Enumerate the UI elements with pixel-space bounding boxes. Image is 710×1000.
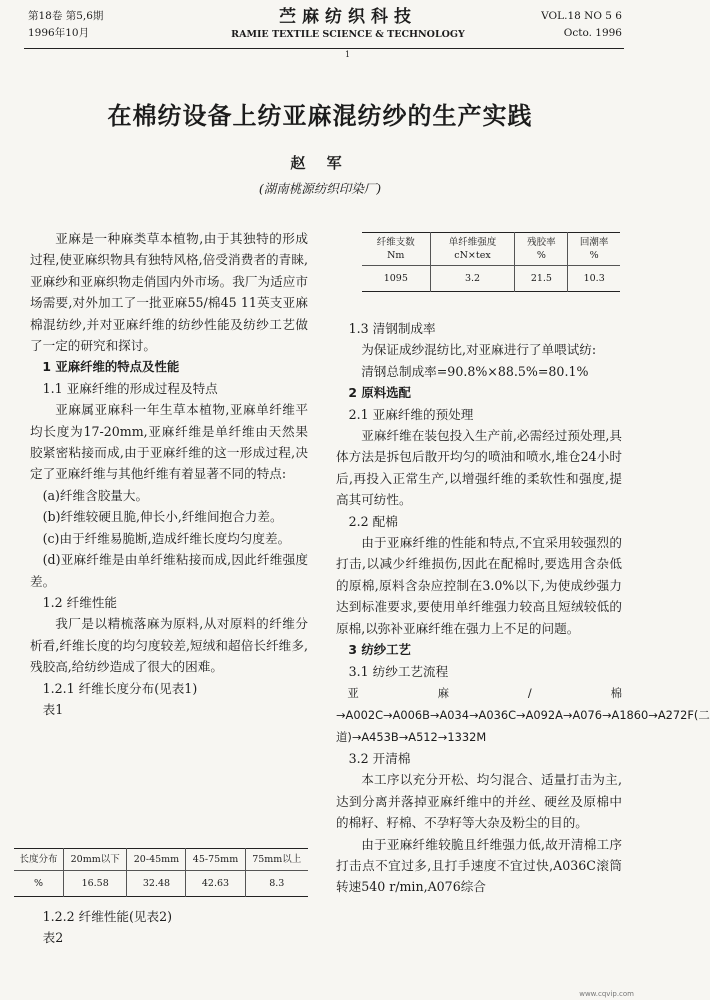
volume-issue-en: VOL.18 NO 5 6 xyxy=(541,10,622,22)
table-caption: 表1 xyxy=(42,701,64,717)
right-column xyxy=(336,318,710,898)
table-header-cell xyxy=(430,233,515,266)
fiber-properties-table xyxy=(362,232,620,292)
table-cell: 21.5 xyxy=(515,266,568,292)
fiber-length-table xyxy=(14,848,308,897)
list-item: (c)由于纤维易脆断,造成纤维长度均匀度差。 xyxy=(42,530,291,546)
subsection-heading: 1.3 清钢制成率 xyxy=(348,321,436,336)
table-header-cell xyxy=(362,233,430,266)
list-item: (d)亚麻纤维是由单纤维粘接而成,因此纤维强度差。 xyxy=(30,552,308,589)
list-item: (b)纤维较硬且脆,伸长小,纤维间抱合力差。 xyxy=(42,509,283,525)
running-header xyxy=(28,6,622,46)
header-rule xyxy=(24,48,624,49)
subsection-heading: 1.2 纤维性能 xyxy=(42,594,118,610)
journal-title-en: RAMIE TEXTILE SCIENCE & TECHNOLOGY xyxy=(231,29,465,40)
paragraph: 本工序以充分开松、均匀混合、适量打击为主,达到分离并落掉亚麻纤维中的并丝、硬丝及原棉中的棉籽、籽棉、不孕籽等大杂及粉尘的目的。 xyxy=(336,772,622,831)
header-label: 残胶率 xyxy=(527,237,556,248)
table-caption: 表2 xyxy=(42,930,64,946)
table-cell: 42.63 xyxy=(186,871,245,897)
subsubsection-heading: 1.2.2 纤维性能(见表2) xyxy=(42,909,173,924)
issue-info xyxy=(28,8,103,42)
table-header-cell xyxy=(568,233,620,266)
table-header-cell: 长度分布 xyxy=(14,849,63,871)
issue-date: 1996年10月 xyxy=(28,27,90,39)
paragraph: 为保证成纱混纺比,对亚麻进行了单喂试纺: xyxy=(361,342,597,358)
table-header-cell: 20-45mm xyxy=(127,849,186,871)
formula: 清钢总制成率=90.8%×88.5%=80.1% xyxy=(361,363,589,379)
author-affiliation: (湖南桃源纺织印染厂) xyxy=(258,181,382,196)
table-header-cell: 75mm以上 xyxy=(245,849,308,871)
paragraph: 由于亚麻纤维的性能和特点,不宜采用较强烈的打击,以减少纤维损伤,因此在配棉时,要选用含杂低的原棉,原料含杂应控制在3.0%以下,为使成纱强力达到标准要求,要使用单纤维强力较高且短绒较低的原棉,以弥补亚麻纤维在强力上不足的问题。 xyxy=(336,535,622,636)
header-unit: % xyxy=(536,250,546,261)
paragraph: 由于亚麻纤维较脆且纤维强力低,故开清棉工序打击点不宜过多,且打手速度不宜过快,A036C滚筒转速540 r/min,A076综合 xyxy=(336,836,622,895)
header-label: 单纤维强度 xyxy=(448,237,497,248)
paragraph: 亚麻纤维在装包投入生产前,必需经过预处理,具体方法是拆包后散开均匀的喷油和喷水,堆仓24小时后,再投入正常生产,以增强纤维的柔软性和强度,提高其可纺性。 xyxy=(336,428,622,508)
table-cell: 3.2 xyxy=(430,266,515,292)
paragraph: 我厂是以精梳落麻为原料,从对原料的纤维分析看,纤维长度的均匀度较差,短绒和超倍长纤维多,残胶高,给纺纱造成了很大的困难。 xyxy=(30,616,308,675)
section-heading: 3 纺纱工艺 xyxy=(348,642,411,658)
header-unit: % xyxy=(589,250,599,261)
paragraph: 亚麻属亚麻科一年生草本植物,亚麻单纤维平均长度为17-20mm,亚麻纤维是单纤维由天然果胶紧密粘接而成,由于亚麻纤维的这一形成过程,决定了亚麻纤维与其他纤维有着显著不同的特点: xyxy=(30,402,308,482)
header-label: 回潮率 xyxy=(579,237,609,248)
header-label: 纤维支数 xyxy=(376,237,415,248)
section-heading: 1 亚麻纤维的特点及性能 xyxy=(42,359,180,375)
issue-info-en xyxy=(541,8,622,42)
table-row xyxy=(362,266,620,292)
table-cell: 32.48 xyxy=(127,871,186,897)
article-author: 赵 军 xyxy=(290,154,350,172)
journal-title xyxy=(198,6,498,42)
list-item: (a)纤维含胶量大。 xyxy=(42,487,149,503)
table-header-cell xyxy=(515,233,568,266)
section-heading: 2 原料选配 xyxy=(348,385,411,401)
table-cell: 10.3 xyxy=(568,266,620,292)
page-number: 1 xyxy=(345,50,351,59)
header-unit: cN×tex xyxy=(454,250,491,261)
subsection-heading: 2.2 配棉 xyxy=(348,513,398,529)
watermark: www.cqvip.com xyxy=(579,990,634,998)
subsection-heading: 2.1 亚麻纤维的预处理 xyxy=(348,406,474,422)
table-header-cell: 20mm以下 xyxy=(63,849,127,871)
process-flow: 亚麻/棉→A002C→A006B→A034→A036C→A092A→A076→A1860→A272F(二道)→A453B→A512→1332M xyxy=(336,685,710,744)
table-cell: 8.3 xyxy=(245,871,308,897)
table-cell: % xyxy=(33,878,43,889)
intro-paragraph: 亚麻是一种麻类草本植物,由于其独特的形成过程,使亚麻织物具有独特风格,倍受消费者的青睐,亚麻纱和亚麻织物走俏国内外市场。我厂为适应市场需要,对外加工了一批亚麻55/棉45 11英支亚麻棉混纺纱,并对亚麻纤维的纺纱性能及纺纱工艺做了一定的研究和探讨。 xyxy=(30,231,308,354)
subsection-heading: 3.1 纺纱工艺流程 xyxy=(348,663,449,679)
article-title: 在棉纺设备上纺亚麻混纺纱的生产实践 xyxy=(107,102,533,130)
table-row xyxy=(14,871,308,897)
header-unit: Nm xyxy=(387,250,405,261)
subsubsection-heading: 1.2.1 纤维长度分布(见表1) xyxy=(42,680,198,696)
table-cell: 16.58 xyxy=(63,871,127,897)
volume-issue: 第18卷 第5,6期 xyxy=(28,10,104,22)
table-header-row xyxy=(14,849,308,871)
table-header-cell: 45-75mm xyxy=(186,849,245,871)
subsection-heading: 3.2 开清棉 xyxy=(348,750,411,766)
left-column xyxy=(30,228,308,720)
journal-title-cn: 苎麻纺织科技 xyxy=(279,7,417,27)
table-header-row xyxy=(362,233,620,266)
subsection-heading: 1.1 亚麻纤维的形成过程及特点 xyxy=(42,380,218,396)
issue-date-en: Octo. 1996 xyxy=(563,27,622,39)
left-column-tail xyxy=(30,906,308,949)
table-cell: 1095 xyxy=(383,273,408,284)
